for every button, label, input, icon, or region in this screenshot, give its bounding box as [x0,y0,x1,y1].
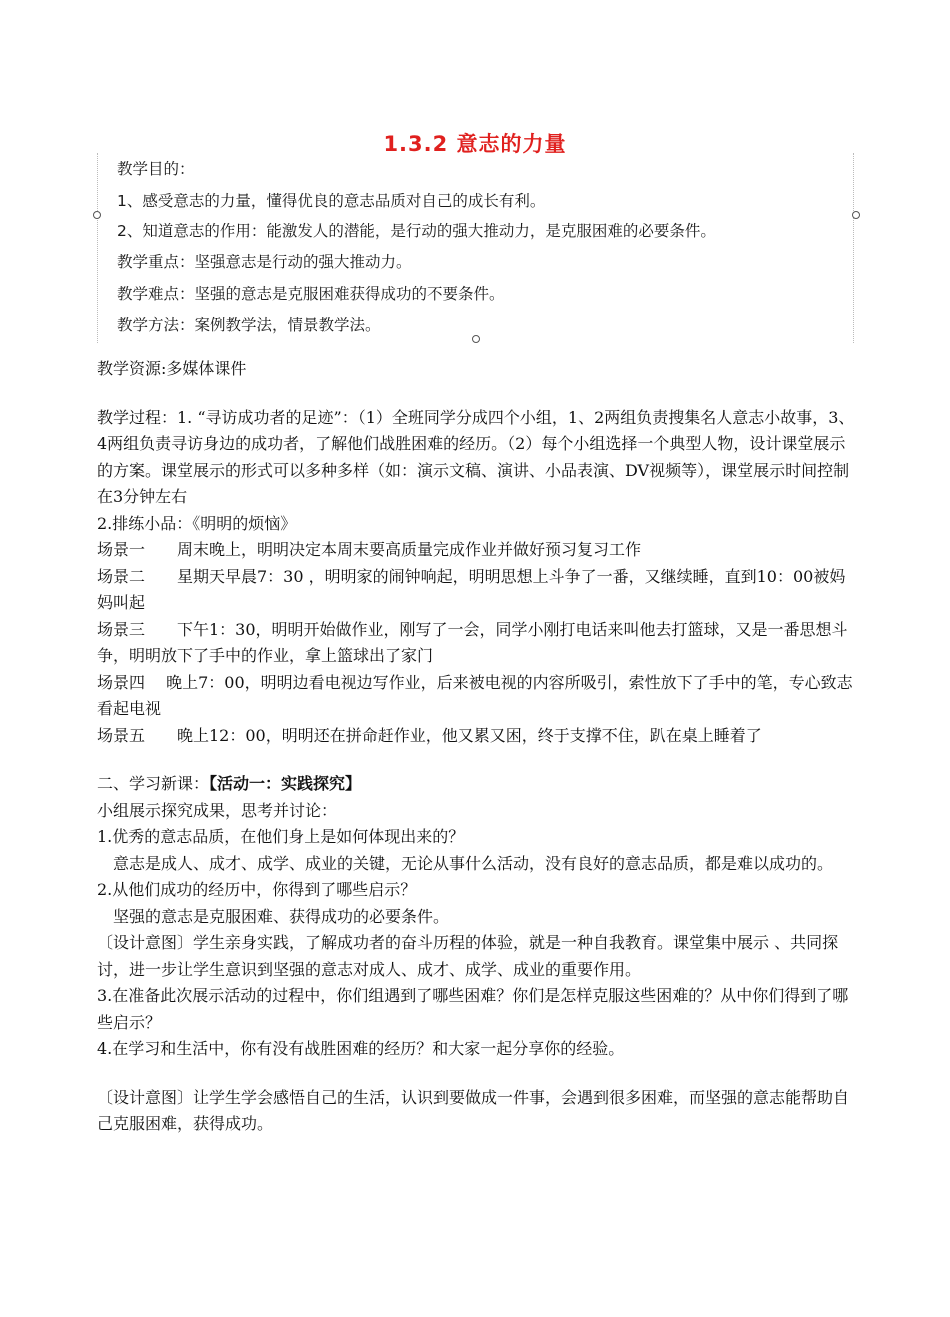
answer-1: 意志是成人、成才、成学、成业的关键，无论从事什么活动，没有良好的意志品质，都是难以成功的。 [97,853,834,873]
activity-label: 【活动一：实践探究】 [209,774,362,793]
activity-intro: 小组展示探究成果，思考并讨论： [97,800,338,820]
skit-title: 2.排练小品：《明明的烦恼》 [97,513,297,533]
scene-1: 场景一 周末晚上，明明决定本周末要高质量完成作业并做好预习复习工作 [97,540,642,559]
image-left-edge [97,153,100,343]
document-title: 1.3.2 意志的力量 [383,132,567,156]
question-2: 2.从他们成功的经历中，你得到了哪些启示？ [97,880,417,899]
resize-handle-icon[interactable] [472,335,480,343]
scene-3: 场景三 下午1：30，明明开始做作业，刚写了一会，同学小刚打电话来叫他去打篮球，又是一番思想斗争，明明放下了手中的作业，拿上篮球出了家门 [97,619,848,665]
resize-handle-icon[interactable] [852,211,860,219]
image-line: 教学难点：坚强的意志是克服困难获得成功的不要条件。 [117,285,505,303]
image-line: 2、知道意志的作用：能激发人的潜能，是行动的强大推动力，是克服困难的必要条件。 [117,222,716,240]
question-3: 3.在准备此次展示活动的过程中，你们组遇到了哪些困难？你们是怎样克服这些困难的？从中你们得到了哪些启示？ [97,986,849,1032]
scene-4: 场景四 晚上7：00，明明边看电视边写作业，后来被电视的内容所吸引，索性放下了手中的笔，专心致志看起电视 [97,672,853,718]
section-heading [97,771,857,798]
question-1: 1.优秀的意志品质，在他们身上是如何体现出来的？ [97,827,465,846]
section-heading-prefix: 二、学习新课： [97,774,210,793]
design-intent-1: 〔设计意图〕学生亲身实践，了解成功者的奋斗历程的体验，就是一种自我教育。课堂集中展示 、共同探讨，进一步让学生意识到坚强的意志对成人、成才、成学、成业的重要作用。 [97,933,839,979]
process-paragraph: 教学过程：1. “寻访成功者的足迹”：（1）全班同学分成四个小组，1、2两组负责搜集名人意志小故事，3、4两组负责寻访身边的成功者，了解他们战胜困难的经历。（2）每个小组选择一个典型人物，设计课堂展示的方案。课堂展示的形式可以多种多样（如：演示文稿、演讲、小品表演、DV视频等），课堂展示时间控制在3分钟左右 [97,407,855,506]
design-intent-2: 〔设计意图〕让学生学会感悟自己的生活，认识到要做成一件事，会遇到很多困难，而坚强的意志能帮助自己克服困难，获得成功。 [97,1087,850,1133]
image-line: 1、感受意志的力量，懂得优良的意志品质对自己的成长有利。 [117,192,546,210]
image-line: 教学重点：坚强意志是行动的强大推动力。 [117,253,412,271]
resources-line: 教学资源:多媒体课件 [97,359,247,378]
document-body [97,356,857,1138]
resize-handle-icon[interactable] [93,211,101,219]
image-line: 教学目的： [117,160,195,178]
answer-2: 坚强的意志是克服困难、获得成功的必要条件。 [97,906,450,926]
image-line: 教学方法：案例教学法，情景教学法。 [117,316,381,334]
question-4: 4.在学习和生活中，你有没有战胜困难的经历？和大家一起分享你的经验。 [97,1039,625,1058]
embedded-image-objectives [97,153,856,343]
scene-5: 场景五 晚上12：00，明明还在拼命赶作业，他又累又困，终于支撑不住，趴在桌上睡着了 [97,725,762,745]
scene-2: 场景二 星期天早晨7：30 ，明明家的闹钟响起，明明思想上斗争了一番，又继续睡，直到10：00被妈妈叫起 [97,566,846,612]
image-right-edge [853,153,856,343]
